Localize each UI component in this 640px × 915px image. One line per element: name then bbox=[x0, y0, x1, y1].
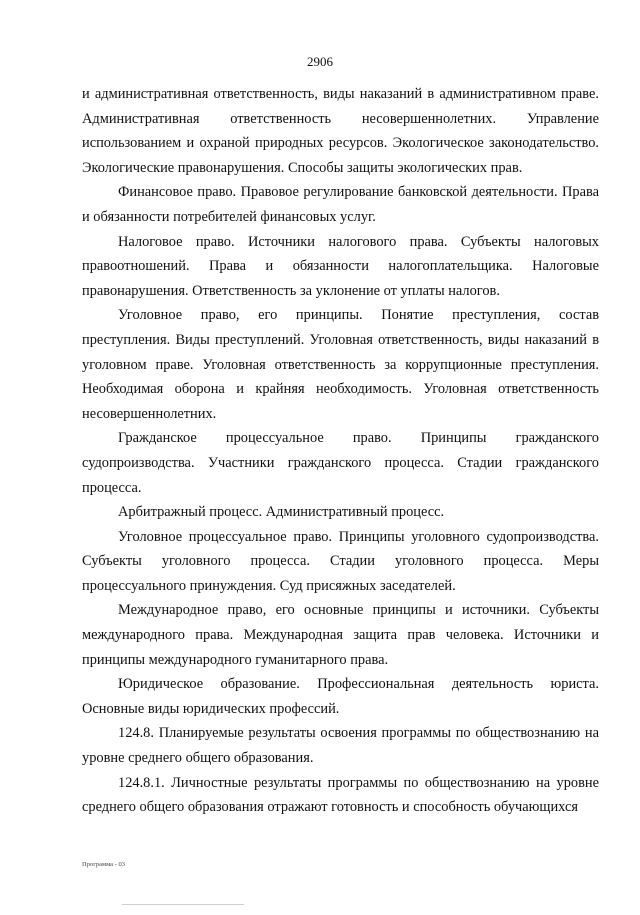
footer-label: Программа - 03 bbox=[82, 861, 125, 868]
paragraph-civil-procedure: Гражданское процессуальное право. Принципы гражданского судопроизводства. Участники гражданского процесса. Стадии гражданского процесса. bbox=[82, 430, 599, 496]
paragraph-legal-education: Юридическое образование. Профессиональная деятельность юриста. Основные виды юридических профессий. bbox=[82, 676, 599, 717]
paragraph-international-law: Международное право, его основные принципы и источники. Субъекты международного права. Международная защита прав человека. Источники и принципы международного гуманитарного права. bbox=[82, 602, 599, 668]
paragraph-arbitration-process: Арбитражный процесс. Административный процесс. bbox=[118, 504, 445, 521]
paragraph-administrative-law-continued: и административная ответственность, виды наказаний в административном праве. Административная ответственность несовершеннолетних. Управление использованием и охраной природных ресурсов. Экологическое законодательство. Экологические правонарушения. Способы защиты экологических прав. bbox=[82, 86, 599, 176]
scan-edge-line bbox=[122, 904, 244, 905]
paragraph-criminal-law: Уголовное право, его принципы. Понятие преступления, состав преступления. Виды преступлений. Уголовная ответственность, виды наказаний в уголовном праве. Уголовная ответственность за коррупционные преступления. Необходимая оборона и крайняя необходимость. Уголовная ответственность несовершеннолетних. bbox=[82, 307, 599, 422]
paragraph-section-124-8-1: 124.8.1. Личностные результаты программы по обществознанию на уровне среднего общего образования отражают готовность и способность обучающихся bbox=[82, 774, 599, 816]
paragraph-section-124-8: 124.8. Планируемые результаты освоения программы по обществознанию на уровне среднего общего образования. bbox=[82, 725, 599, 767]
paragraph-financial-law: Финансовое право. Правовое регулирование банковской деятельности. Права и обязанности потребителей финансовых услуг. bbox=[82, 184, 599, 225]
paragraph-criminal-procedure: Уголовное процессуальное право. Принципы уголовного судопроизводства. Субъекты уголовного процесса. Стадии уголовного процесса. Меры процессуального принуждения. Суд присяжных заседателей. bbox=[82, 528, 599, 594]
paragraph-tax-law: Налоговое право. Источники налогового права. Субъекты налоговых правоотношений. Права и обязанности налогоплательщика. Налоговые правонарушения. Ответственность за уклонение от уплаты налогов. bbox=[82, 233, 599, 299]
page-number: 2906 bbox=[307, 54, 333, 69]
document-body bbox=[82, 82, 599, 820]
